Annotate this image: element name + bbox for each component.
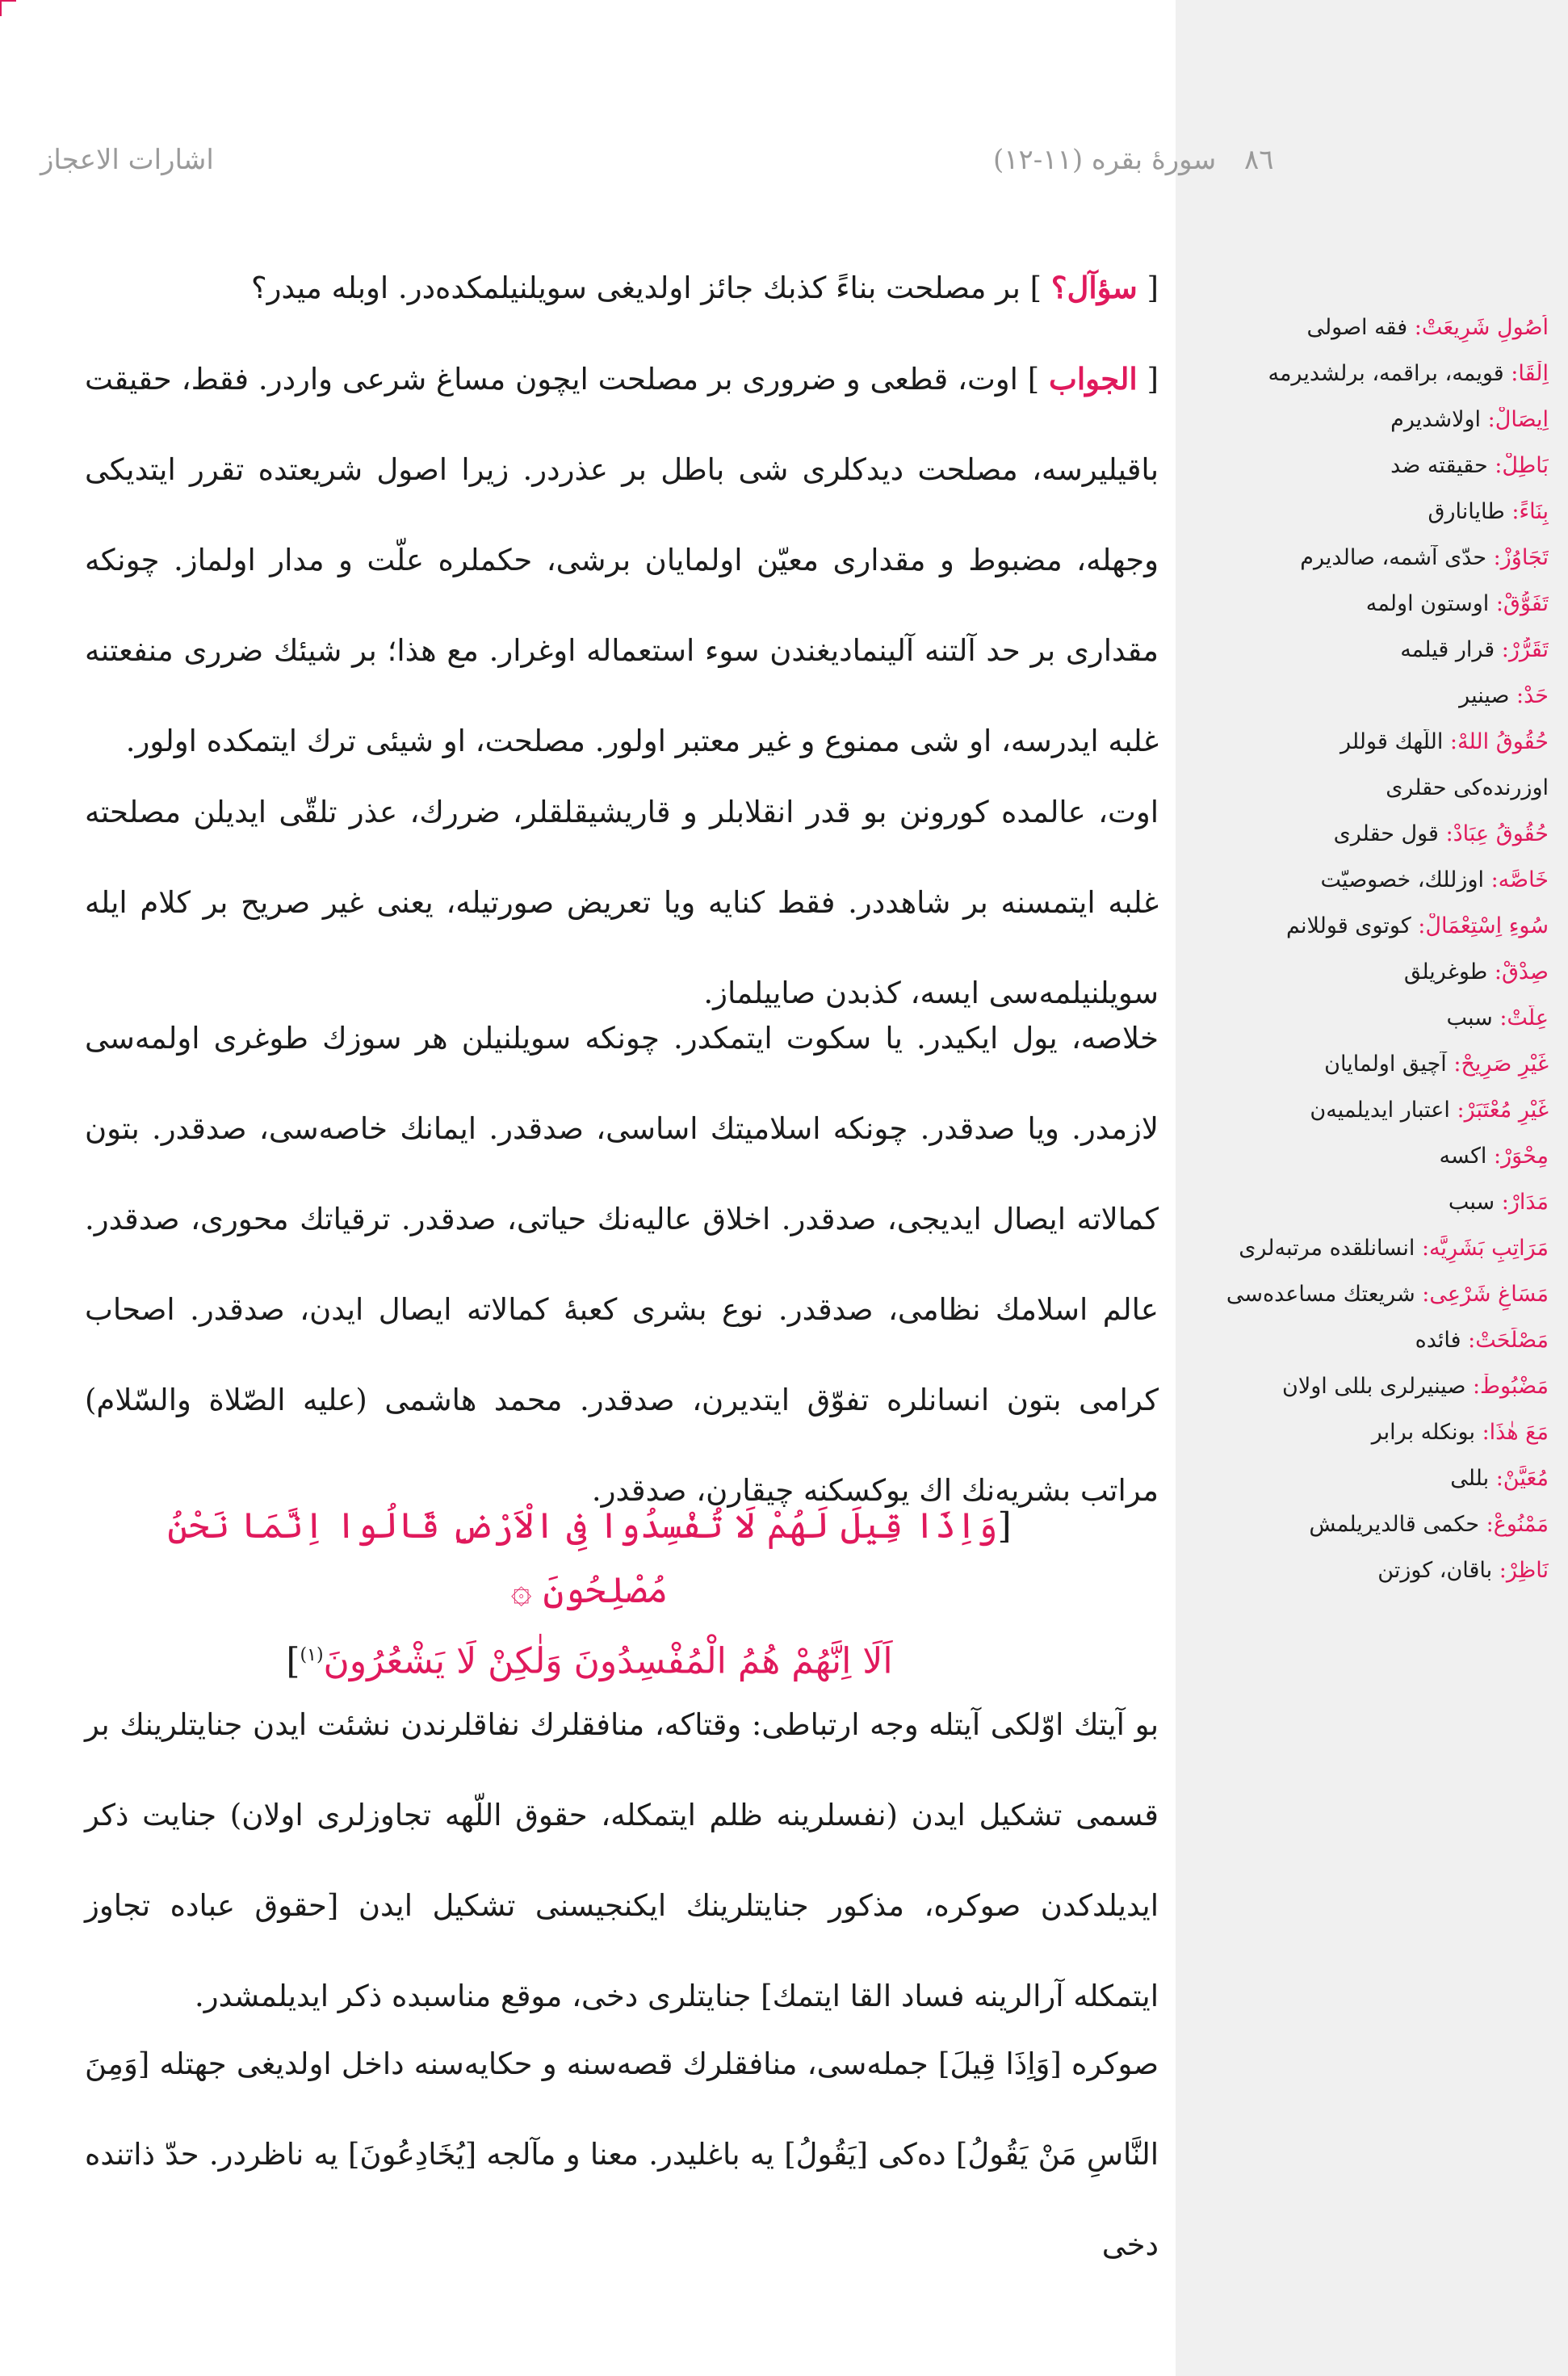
paragraph-text: صوكره [وَاِذَا قِيلَ] جمله‌سى، منافقلرك قصه‌سنه و حكايه‌سنه داخل اولديغى جهتله [وَمِنَ النَّاسِ مَنْ يَقُولُ] ده‌كى [يَقُولُ] يه باغليدر. معنا و مآلجه [يُخَادِعُونَ] يه ناظردر. حدّ ذاتنده دخى <box>85 2046 1159 2262</box>
surah-reference: سورهٔ بقره (١١-١٢) <box>993 144 1217 176</box>
glossary-term: مَسَاغِ شَرْعِى: <box>1422 1282 1549 1307</box>
glossary-term: سُوءِ اِسْتِعْمَالْ: <box>1418 913 1549 938</box>
glossary-term: حُقُوقُ اللهْ: <box>1449 729 1549 754</box>
body-paragraph-3 <box>85 993 1159 1536</box>
glossary-item <box>1193 1558 1549 1604</box>
paragraph-text: بو آيتك اوّلكى آيتله وجه ارتباطى: وقتاكه، منافقلرك نفاقلرندن نشئت ايدن جنايتلرينك بر قسمى تشكيل ايدن (نفسلرينه ظلم ايتمكله، حقوق اللّهه تجاوزلرى اولان) جنايت ذكر ايديلدكدن صوكره، مذكور جنايتلرينك ايكنجيسنى تشكيل ايدن [حقوق عباده تجاوز ايتمكله آرالرينه فساد القا ايتمك] جنايتلرى دخى، موقع مناسبده ذكر ايديلمشدر. <box>85 1707 1159 2013</box>
glossary-item <box>1193 1190 1549 1236</box>
glossary-definition: اوزرنده‌كى حقلرى <box>1386 775 1549 800</box>
glossary-definition: آچيق اولمايان <box>1324 1052 1454 1077</box>
glossary-definition: سبب <box>1448 1190 1502 1215</box>
glossary-term: غَيْرِ مُعْتَبَرْ: <box>1457 1098 1549 1123</box>
verse-line-1: [وَاِذَا قِيلَ لَهُمْ لَا تُفْسِدُوا فِى الْاَرْضِ قَالُوا اِنَّمَا نَحْنُ مُصْلِحُونَ ۞ <box>167 1505 1012 1611</box>
glossary-term: حَدْ: <box>1516 683 1549 708</box>
glossary-item <box>1193 499 1549 545</box>
glossary-item <box>1193 637 1549 683</box>
bracket-open: [ <box>1137 271 1159 305</box>
glossary-definition: حقيقته ضد <box>1390 453 1495 478</box>
glossary-item <box>1193 545 1549 591</box>
glossary-definition: باقان، كوزتن <box>1377 1558 1499 1583</box>
glossary-term: تَجَاوُزْ: <box>1493 545 1549 570</box>
glossary-definition: حكمى قالديريلمش <box>1309 1512 1486 1537</box>
glossary-definition: بونكله برابر <box>1371 1420 1482 1445</box>
verse-footnote-marker: (١) <box>300 1645 324 1665</box>
glossary-definition: قرار قيلمه <box>1400 637 1502 662</box>
glossary-term: مِحْوَرْ: <box>1494 1144 1549 1169</box>
bracket-close: ] <box>1020 271 1051 305</box>
glossary-term: مَضْبُوطْ: <box>1472 1374 1549 1399</box>
glossary-item <box>1193 407 1549 453</box>
glossary-item <box>1193 867 1549 913</box>
glossary-item <box>1193 1466 1549 1512</box>
glossary-term: مَمْنُوعْ: <box>1486 1512 1549 1537</box>
glossary-term: مَرَاتِبِ بَشَرِيَّه: <box>1421 1236 1549 1261</box>
page-number: ٨٦ <box>1244 144 1274 176</box>
glossary-term: تَقَرُّرْ: <box>1501 637 1549 662</box>
glossary-term: بِنَاءً: <box>1511 499 1549 524</box>
glossary-definition: اولاشديرم <box>1390 407 1488 432</box>
glossary-definition: سبب <box>1446 1005 1500 1031</box>
glossary-definition: فقه اصولى <box>1306 315 1415 340</box>
paragraph-text: خلاصه، يول ايكيدر. يا سكوت ايتمكدر. چونكه سويلنيلن هر سوزك طوغرى اولمه‌سى لازمدر. ويا صدقدر. چونكه اسلاميتك اساسى، صدقدر. ايمانك خاصه‌سى، صدقدر. بتون كمالاته ايصال ايديجى، صدقدر. اخلاق عاليه‌نك حياتى، صدقدر. ترقياتك محورى، صدقدر. عالم اسلامك نظامى، صدقدر. نوع بشرى كعبهٔ كمالاته ايصال ايدن، صدقدر. اصحاب كرامى بتون انسانلره تفوّق ايتديرن، صدقدر. محمد هاشمى (عليه الصّلاة والسّلام) مراتب بشريه‌نك اك يوكسكنه چيقارن، صدقدر. <box>85 1021 1159 1508</box>
running-header-title: اشارات الاعجاز <box>40 144 214 176</box>
glossary-definition: اوزللك، خصوصيّت <box>1320 867 1491 892</box>
glossary-term: تَفَوُّقْ: <box>1495 591 1549 616</box>
glossary-definition: فائده <box>1415 1328 1469 1353</box>
glossary-term: مَدَارْ: <box>1501 1190 1549 1215</box>
glossary-item <box>1193 1236 1549 1282</box>
glossary-item <box>1193 1282 1549 1328</box>
glossary-item <box>1193 591 1549 637</box>
answer-label: الجواب <box>1049 361 1138 397</box>
glossary-item <box>1193 1512 1549 1558</box>
bracket-close: ] <box>1017 362 1050 397</box>
body-paragraph-5 <box>85 2019 1159 2290</box>
paragraph-text: اوت، عالمده كورونن بو قدر انقلابلر و قاريشيقلقلر، ضررك، عذر تلقّى ايديلن مصلحته غلبه ايتمسنه بر شاهددر. فقط كنايه ويا تعريض صورتيله، يعنى غير صريح بر كلام ايله سويلنيلمه‌سى ايسه، كذبدن صاييلماز. <box>85 795 1159 1010</box>
glossary-term: مَعَ هٰذَا: <box>1482 1420 1549 1445</box>
glossary-term: مُعَيَّنْ: <box>1495 1466 1549 1491</box>
question-answer-paragraph <box>85 242 1159 787</box>
glossary-item <box>1193 453 1549 499</box>
glossary-definition: حدّى آشمه، صالديرم <box>1300 545 1494 570</box>
glossary-term: اِيصَالْ: <box>1487 407 1549 432</box>
question-text: بر مصلحت بناءً كذبك جائز اولديغى سويلنيلمكده‌در. اوبله ميدر؟ <box>250 271 1021 305</box>
glossary-definition: كوتوى قوللانم <box>1286 913 1419 938</box>
glossary-term: اُصُولِ شَرِيعَتْ: <box>1414 315 1549 340</box>
glossary-term: اِلْقَا: <box>1511 361 1549 386</box>
glossary-item <box>1193 959 1549 1005</box>
body-paragraph-4 <box>85 1680 1159 2042</box>
glossary-term: غَيْرِ صَرِيحْ: <box>1453 1052 1549 1077</box>
glossary-term: مَصْلَحَتْ: <box>1468 1328 1549 1353</box>
quran-verse <box>145 1494 1033 1694</box>
glossary-term: نَاظِرْ: <box>1499 1558 1549 1583</box>
glossary-item <box>1193 1005 1549 1052</box>
glossary-definition: قويمه، براقمه، برلشديرمه <box>1268 361 1511 386</box>
page-corner-mark <box>0 0 16 16</box>
glossary-item <box>1193 729 1549 775</box>
answer-text: اوت، قطعى و ضرورى بر مصلحت ايچون مساغ شرعى واردر. فقط، حقيقت باقيلير‌سه، مصلحت ديدكلرى شى باطل بر عذردر. زيرا اصول شريعتده تقرر ايتديكى وجهله، مضبوط و مقدارى معيّن اولمايان برشى، حكملره علّت و مدار اولماز. چونكه مقدارى بر حد آلتنه آلينماديغندن سوء استعماله اوغرار. مع هذا؛ بر شيئك ضررى منفعتنه غلبه ايدرسه، او شى ممنوع و غير معتبر اولور. مصلحت، او شيئى ترك ايتمكده اولور. <box>85 362 1159 758</box>
glossary-definition: طايانارق <box>1428 499 1512 524</box>
glossary-definition: اللّهك قوللر <box>1340 729 1450 754</box>
glossary-item <box>1193 913 1549 959</box>
glossary-definition: صينيرلرى بللى اولان <box>1282 1374 1473 1399</box>
glossary-definition: اعتبار ايديلميه‌ن <box>1310 1098 1457 1123</box>
glossary-term: عِلَّتْ: <box>1499 1005 1549 1031</box>
glossary-item <box>1193 775 1549 821</box>
verse-line-2: اَلَا اِنَّهُمْ هُمُ الْمُفْسِدُونَ وَلٰكِنْ لَا يَشْعُرُونَ$^{(١)}$] <box>286 1640 893 1682</box>
glossary-definition: بللى <box>1450 1466 1496 1491</box>
question-label: سؤآل؟ <box>1050 270 1138 305</box>
glossary-definition: طوغريلق <box>1403 959 1495 984</box>
glossary-item <box>1193 1420 1549 1466</box>
glossary-term: حُقُوقُ عِبَادْ: <box>1445 821 1549 846</box>
glossary-item <box>1193 315 1549 361</box>
glossary-term: صِدْقْ: <box>1494 959 1549 984</box>
glossary-item <box>1193 1144 1549 1190</box>
glossary-definition: انسانلقده مرتبه‌لرى <box>1239 1236 1422 1261</box>
glossary-definition: شريعتك مساعده‌سى <box>1226 1282 1423 1307</box>
glossary-item <box>1193 1052 1549 1098</box>
glossary-list <box>1193 315 1549 1604</box>
glossary-term: بَاطِلْ: <box>1495 453 1549 478</box>
bracket-open: [ <box>1137 362 1159 397</box>
glossary-term: خَاصَّه: <box>1490 867 1549 892</box>
glossary-item <box>1193 821 1549 867</box>
glossary-item <box>1193 683 1549 729</box>
glossary-item <box>1193 1374 1549 1420</box>
glossary-definition: صينير <box>1459 683 1517 708</box>
glossary-definition: اكسه <box>1439 1144 1495 1169</box>
glossary-item <box>1193 1328 1549 1374</box>
glossary-item <box>1193 361 1549 407</box>
glossary-definition: قول حقلرى <box>1333 821 1446 846</box>
glossary-item <box>1193 1098 1549 1144</box>
glossary-definition: اوستون اولمه <box>1365 591 1496 616</box>
running-header-chapter <box>993 144 1274 176</box>
